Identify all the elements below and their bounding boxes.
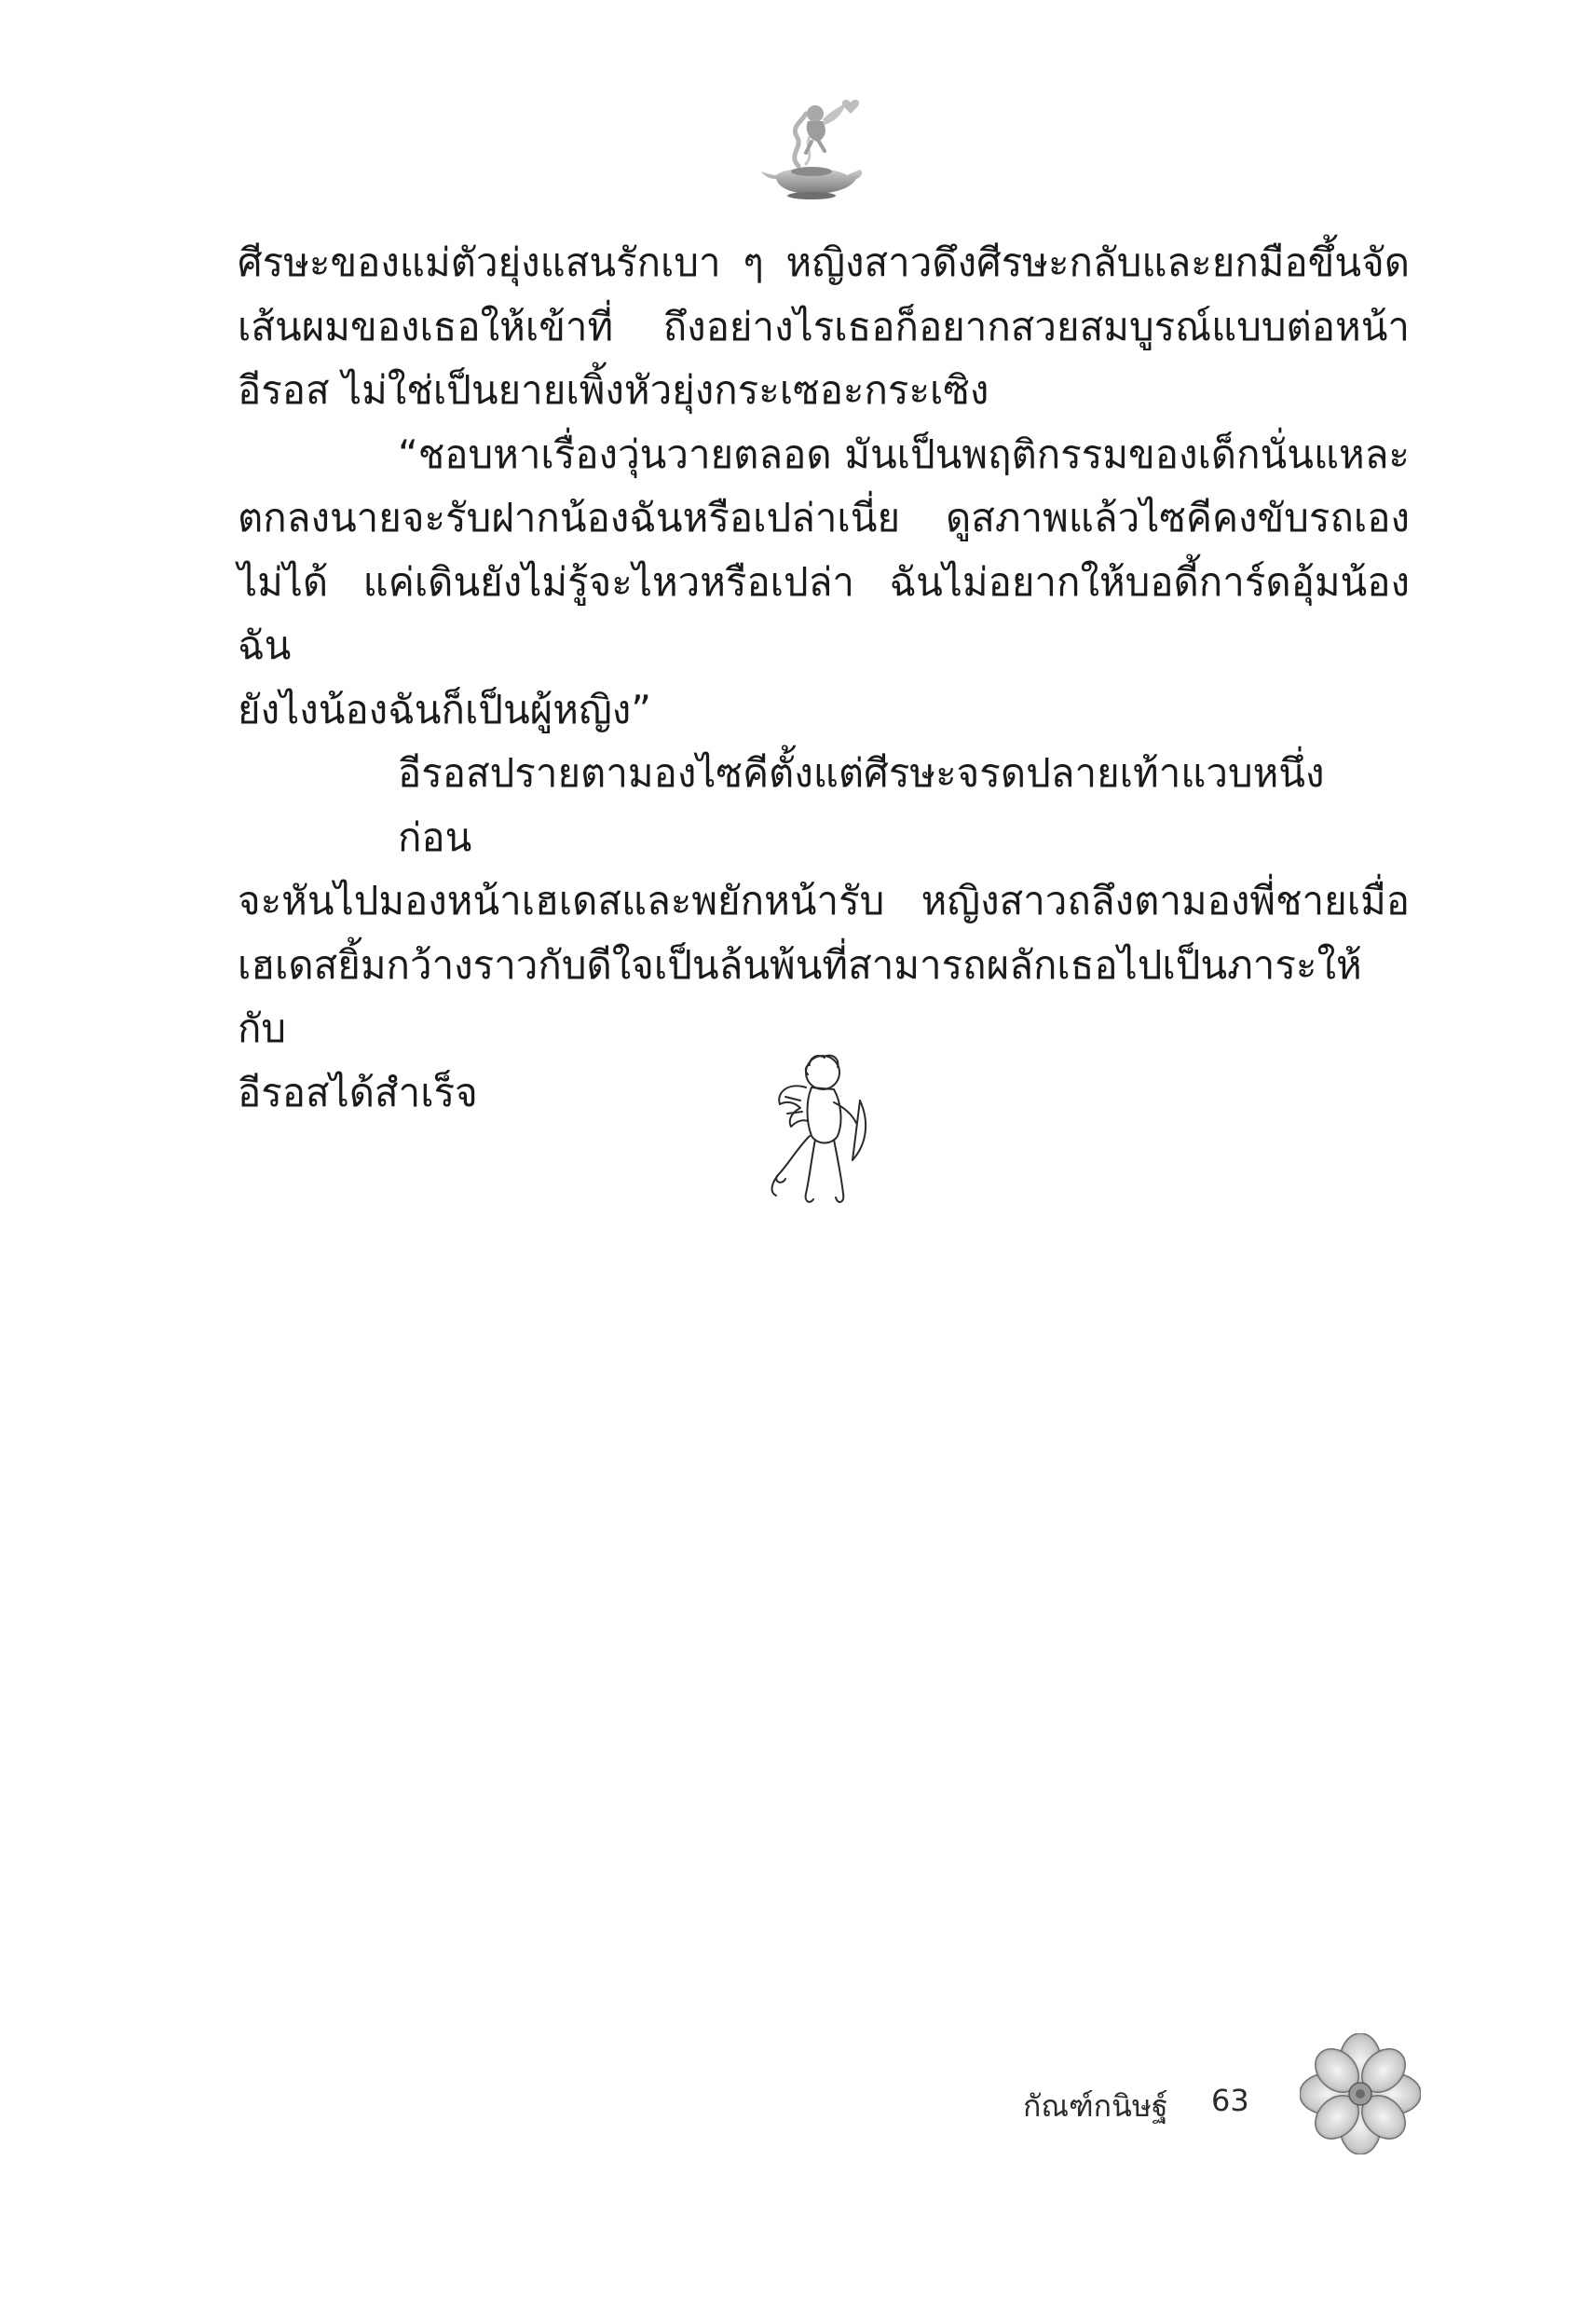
- text-line: อีรอส ไม่ใช่เป็นยายเพิ้งหัวยุ่งกระเซอะกระเซิง: [238, 367, 989, 413]
- text-line: อีรอสได้สำเร็จ: [238, 1069, 478, 1115]
- body-text: [238, 231, 1410, 1125]
- cupid-lamp-icon: [750, 93, 871, 200]
- text-line: “ชอบหาเรื่องวุ่นวายตลอด มันเป็นพฤติกรรมของเด็กนั่นแหละ: [398, 431, 1410, 477]
- text-line: อีรอสปรายตามองไซคีตั้งแต่ศีรษะจรดปลายเท้าแวบหนึ่ง ก่อน: [398, 750, 1325, 860]
- cupid-archer-icon: [759, 1046, 871, 1224]
- text-line: เฮเดสยิ้มกว้างราวกับดีใจเป็นล้นพ้นที่สามารถผลักเธอไปเป็นภาระให้กับ: [238, 941, 1362, 1051]
- text-line: ศีรษะของแม่ตัวยุ่งแสนรักเบา ๆ หญิงสาวดึงศีรษะกลับและยกมือขึ้นจัด: [238, 239, 1410, 285]
- text-line: ตกลงนายจะรับฝากน้องฉันหรือเปล่าเนี่ย ดูสภาพแล้วไซคีคงขับรถเอง: [238, 495, 1410, 540]
- text-line: ยังไงน้องฉันก็เป็นผู้หญิง”: [238, 686, 652, 732]
- book-title: กัณฑ์กนิษฐ์: [1023, 2088, 1168, 2124]
- text-line: จะหันไปมองหน้าเฮเดสและพยักหน้ารับ หญิงสาวถลึงตามองพี่ชายเมื่อ: [238, 878, 1410, 923]
- page-number: 63: [1211, 2083, 1249, 2118]
- text-line: เส้นผมของเธอให้เข้าที่ ถึงอย่างไรเธอก็อยากสวยสมบูรณ์แบบต่อหน้า: [238, 303, 1410, 349]
- flower-icon: [1300, 2033, 1421, 2154]
- text-line: ไม่ได้ แค่เดินยังไม่รู้จะไหวหรือเปล่า ฉันไม่อยากให้บอดี้การ์ดอุ้มน้องฉัน: [238, 558, 1410, 668]
